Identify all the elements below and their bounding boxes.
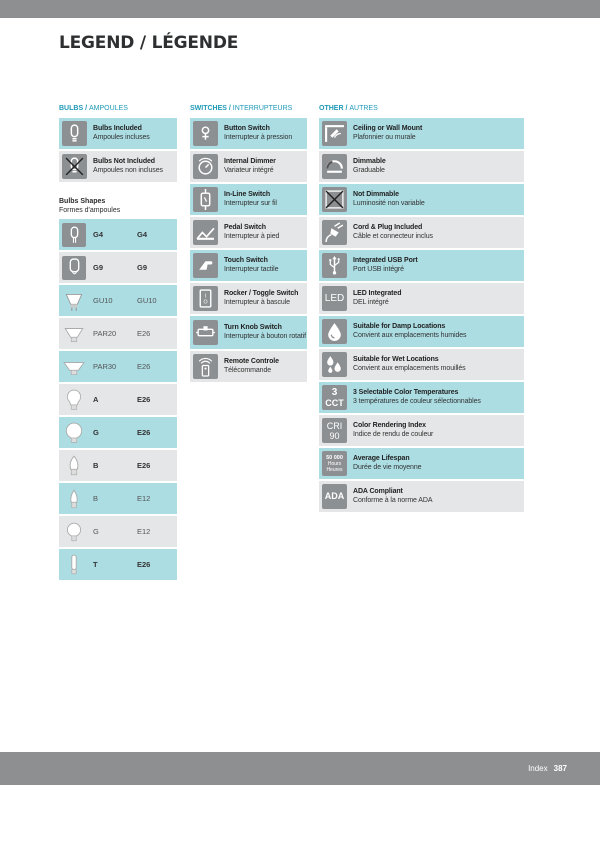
wet-drops-icon bbox=[322, 352, 347, 377]
ada-icon: ADA bbox=[322, 484, 347, 509]
legend-row-pedal-switch: Pedal Switch Interrupteur à pied bbox=[190, 217, 307, 248]
bulbs-heading: BULBS / AMPOULES bbox=[59, 105, 128, 112]
candle-bulb-icon bbox=[62, 454, 86, 478]
bulb-shapes-heading: Bulbs Shapes Formes d'ampoules bbox=[59, 198, 121, 214]
plug-icon bbox=[322, 220, 347, 245]
globe-bulb-icon bbox=[62, 421, 86, 445]
led-icon: LED bbox=[322, 286, 347, 311]
cri-icon: CRI 90 bbox=[322, 418, 347, 443]
globe-small-bulb-icon bbox=[62, 520, 86, 544]
shape-row-g: G E26 bbox=[59, 417, 177, 448]
footer-bar bbox=[0, 752, 600, 785]
legend-row-turn-knob: Turn Knob Switch Interrupteur à bouton rotatif bbox=[190, 316, 307, 349]
bulbs-column bbox=[59, 102, 177, 580]
legend-row-led: LED LED Integrated DEL intégré bbox=[319, 283, 524, 314]
cct-icon: 3 CCT bbox=[322, 385, 347, 410]
pedal-switch-icon bbox=[193, 220, 218, 245]
page-number: Index 387 bbox=[528, 764, 567, 773]
g9-bulb-icon bbox=[62, 256, 86, 280]
shape-row-t: T E26 bbox=[59, 549, 177, 580]
g4-bulb-icon bbox=[62, 223, 86, 247]
legend-row-dimmable: Dimmable Graduable bbox=[319, 151, 524, 182]
shape-row-b-e12: B E12 bbox=[59, 483, 177, 514]
switches-column bbox=[190, 102, 307, 382]
par30-bulb-icon bbox=[62, 355, 86, 379]
dimmer-knob-icon bbox=[193, 154, 218, 179]
legend-row-rocker-switch: I O Rocker / Toggle Switch Interrupteur à bascule bbox=[190, 283, 307, 314]
switches-heading: SWITCHES / INTERRUPTEURS bbox=[190, 105, 293, 112]
legend-row-cct: 3 CCT 3 Selectable Color Temperatures 3 températures de couleur sélectionnables bbox=[319, 382, 524, 413]
legend-row-internal-dimmer: Internal Dimmer Variateur intégré bbox=[190, 151, 307, 182]
tube-bulb-icon bbox=[62, 553, 86, 577]
legend-row-bulbs-included: Bulbs Included Ampoules incluses bbox=[59, 118, 177, 149]
touch-switch-icon bbox=[193, 253, 218, 278]
shape-row-b: B E26 bbox=[59, 450, 177, 481]
shape-row-g9: G9 G9 bbox=[59, 252, 177, 283]
legend-row-ada: ADA ADA Compliant Conforme à la norme ADA bbox=[319, 481, 524, 512]
other-column bbox=[319, 102, 524, 512]
bulb-crossed-icon bbox=[62, 154, 87, 179]
inline-switch-icon bbox=[193, 187, 218, 212]
remote-control-icon bbox=[193, 354, 218, 379]
svg-text:I: I bbox=[204, 293, 207, 300]
candle-small-bulb-icon bbox=[62, 487, 86, 511]
svg-text:O: O bbox=[203, 299, 208, 306]
a-bulb-icon bbox=[62, 388, 86, 412]
shape-row-g-e12: G E12 bbox=[59, 516, 177, 547]
legend-row-button-switch: Button Switch Interrupteur à pression bbox=[190, 118, 307, 149]
par20-bulb-icon bbox=[62, 322, 86, 346]
shape-row-par20: PAR20 E26 bbox=[59, 318, 177, 349]
legend-row-cord-plug: Cord & Plug Included Câble et connecteur inclus bbox=[319, 217, 524, 248]
legend-row-remote-control: Remote Controle Télécommande bbox=[190, 351, 307, 382]
shape-row-g4: G4 G4 bbox=[59, 219, 177, 250]
not-dimmable-icon bbox=[322, 187, 347, 212]
bulb-icon bbox=[62, 121, 87, 146]
damp-drop-icon bbox=[322, 319, 347, 344]
bulb-shapes-list bbox=[59, 219, 177, 580]
legend-row-inline-switch: In-Line Switch Interrupteur sur fil bbox=[190, 184, 307, 215]
shape-row-a: A E26 bbox=[59, 384, 177, 415]
legend-row-ceiling-mount: Ceiling or Wall Mount Plafonnier ou murale bbox=[319, 118, 524, 149]
turn-knob-icon bbox=[193, 320, 218, 345]
shape-row-par30: PAR30 E26 bbox=[59, 351, 177, 382]
legend-row-lifespan: 50 000 Hours Heures Average Lifespan Durée de vie moyenne bbox=[319, 448, 524, 479]
dimmable-icon bbox=[322, 154, 347, 179]
legend-row-wet: Suitable for Wet Locations Convient aux emplacements mouillés bbox=[319, 349, 524, 380]
button-switch-icon bbox=[193, 121, 218, 146]
lifespan-icon: 50 000 Hours Heures bbox=[322, 451, 347, 476]
legend-row-bulbs-not-included: Bulbs Not Included Ampoules non incluses bbox=[59, 151, 177, 182]
legend-row-touch-switch: Touch Switch Interrupteur tactile bbox=[190, 250, 307, 281]
ceiling-mount-icon bbox=[322, 121, 347, 146]
legend-row-damp: Suitable for Damp Locations Convient aux emplacements humides bbox=[319, 316, 524, 347]
rocker-switch-icon bbox=[193, 286, 218, 311]
other-heading: OTHER / AUTRES bbox=[319, 105, 378, 112]
top-bar bbox=[0, 0, 600, 18]
legend-row-not-dimmable: Not Dimmable Luminosité non variable bbox=[319, 184, 524, 215]
legend-row-cri: CRI 90 Color Rendering Index Indice de rendu de couleur bbox=[319, 415, 524, 446]
shape-row-gu10: GU10 GU10 bbox=[59, 285, 177, 316]
legend-row-usb-port: Integrated USB Port Port USB intégré bbox=[319, 250, 524, 281]
gu10-bulb-icon bbox=[62, 289, 86, 313]
usb-icon bbox=[322, 253, 347, 278]
page-title: LEGEND / LÉGENDE bbox=[59, 33, 239, 53]
